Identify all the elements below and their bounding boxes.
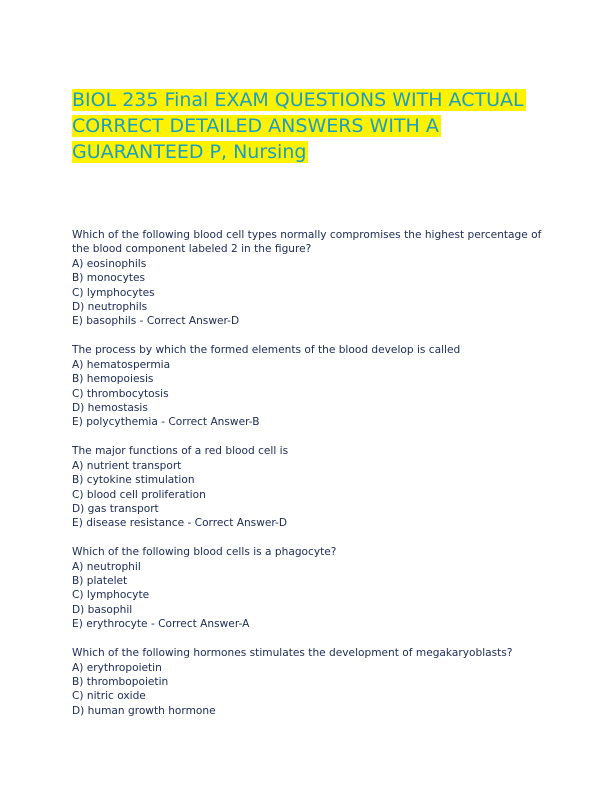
question-text: Which of the following hormones stimulates the development of megakaryoblasts? xyxy=(72,647,513,660)
answer-option: C) nitric oxide xyxy=(72,690,146,703)
answer-option: E) polycythemia - Correct Answer-B xyxy=(72,416,260,429)
question-text: Which of the following blood cells is a phagocyte? xyxy=(72,546,337,559)
answer-option: A) erythropoietin xyxy=(72,661,162,674)
question-text: The major functions of a red blood cell is xyxy=(72,445,289,458)
answer-option: A) eosinophils xyxy=(72,257,147,270)
question-text: The process by which the formed elements of the blood develop is called xyxy=(72,344,461,357)
question-text: Which of the following blood cell types normally compromises the highest percentage of the blood component labeled 2 in the figure? xyxy=(72,229,542,256)
question-block xyxy=(72,444,542,530)
answer-option: A) neutrophil xyxy=(72,560,141,573)
answer-option: E) basophils - Correct Answer-D xyxy=(72,315,240,328)
answer-option: C) thrombocytosis xyxy=(72,387,169,400)
answer-option: E) disease resistance - Correct Answer-D xyxy=(72,517,288,530)
answer-option: D) neutrophils xyxy=(72,301,148,314)
answer-option: C) lymphocytes xyxy=(72,286,155,299)
answer-option: B) hemopoiesis xyxy=(72,373,154,386)
answer-option: D) basophil xyxy=(72,603,133,616)
answer-option: D) hemostasis xyxy=(72,401,148,414)
answer-option: A) nutrient transport xyxy=(72,459,182,472)
question-list xyxy=(72,228,542,733)
answer-option: B) monocytes xyxy=(72,272,146,285)
question-block xyxy=(72,646,542,718)
answer-option: E) erythrocyte - Correct Answer-A xyxy=(72,618,250,631)
answer-option: B) thrombopoietin xyxy=(72,675,169,688)
answer-option: D) gas transport xyxy=(72,502,159,515)
title-line: BIOL 235 Final EXAM QUESTIONS WITH ACTUAL xyxy=(72,89,524,111)
title-line: CORRECT DETAILED ANSWERS WITH A xyxy=(72,115,439,137)
question-block xyxy=(72,228,542,329)
answer-option: B) cytokine stimulation xyxy=(72,474,195,487)
answer-option: B) platelet xyxy=(72,575,128,588)
answer-option: D) human growth hormone xyxy=(72,704,216,717)
question-block xyxy=(72,545,542,631)
document-title xyxy=(72,87,542,165)
answer-option: A) hematospermia xyxy=(72,358,171,371)
answer-option: C) blood cell proliferation xyxy=(72,488,206,501)
question-block xyxy=(72,343,542,429)
title-line: GUARANTEED P, Nursing xyxy=(72,141,307,163)
answer-option: C) lymphocyte xyxy=(72,589,150,602)
